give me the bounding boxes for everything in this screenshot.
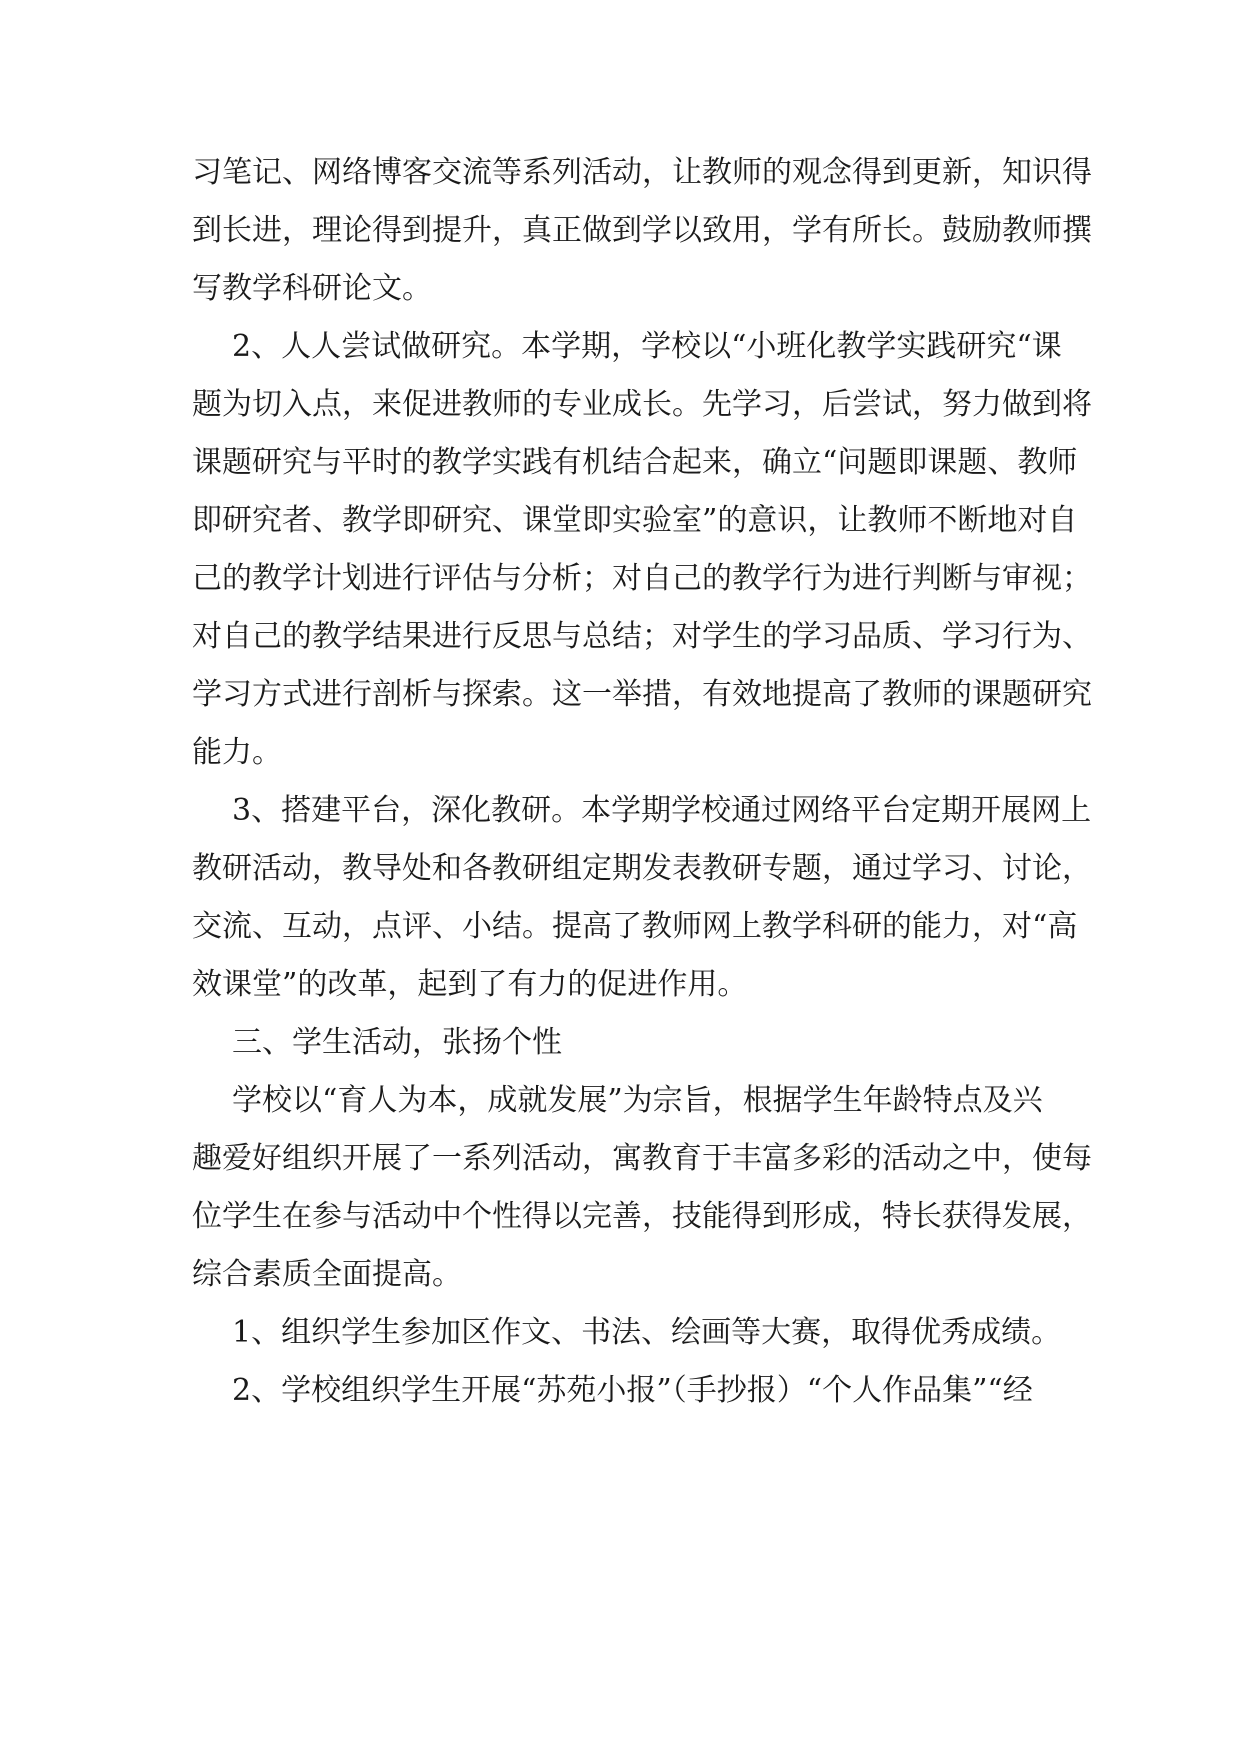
section-heading: 三、学生活动，张扬个性 <box>232 1025 562 1060</box>
text-line: 写教学科研论文。 <box>192 271 432 306</box>
text-line: 教研活动，教导处和各教研组定期发表教研专题，通过学习、讨论， <box>192 851 1092 886</box>
text-line: 2、人人尝试做研究。本学期，学校以“小班化教学实践研究“课 <box>232 329 1062 364</box>
text-line: 2、学校组织学生开展“苏苑小报”（手抄报）“个人作品集”“经 <box>232 1373 1033 1408</box>
text-line: 3、搭建平台，深化教研。本学期学校通过网络平台定期开展网上 <box>232 793 1092 828</box>
text-line: 学校以“育人为本，成就发展”为宗旨，根据学生年龄特点及兴 <box>232 1083 1043 1118</box>
text-line: 习笔记、网络博客交流等系列活动，让教师的观念得到更新，知识得 <box>192 155 1092 190</box>
text-line: 课题研究与平时的教学实践有机结合起来，确立“问题即课题、教师 <box>192 445 1078 480</box>
text-line: 学习方式进行剖析与探索。这一举措，有效地提高了教师的课题研究 <box>192 677 1092 712</box>
text-line: 交流、互动，点评、小结。提高了教师网上教学科研的能力，对“高 <box>192 909 1078 944</box>
text-line: 即研究者、教学即研究、课堂即实验室”的意识，让教师不断地对自 <box>192 503 1078 538</box>
text-line: 综合素质全面提高。 <box>192 1257 462 1292</box>
text-line: 对自己的教学结果进行反思与总结；对学生的学习品质、学习行为、 <box>192 619 1092 654</box>
text-line: 题为切入点，来促进教师的专业成长。先学习，后尝试，努力做到将 <box>192 387 1092 422</box>
text-line: 趣爱好组织开展了一系列活动，寓教育于丰富多彩的活动之中，使每 <box>192 1141 1092 1176</box>
text-line: 到长进，理论得到提升，真正做到学以致用，学有所长。鼓励教师撰 <box>192 213 1092 248</box>
text-line: 1、组织学生参加区作文、书法、绘画等大赛，取得优秀成绩。 <box>232 1315 1062 1350</box>
text-line: 能力。 <box>192 735 282 770</box>
text-line: 己的教学计划进行评估与分析；对自己的教学行为进行判断与审视； <box>192 561 1092 596</box>
text-line: 效课堂”的改革，起到了有力的促进作用。 <box>192 967 748 1002</box>
text-line: 位学生在参与活动中个性得以完善，技能得到形成，特长获得发展， <box>192 1199 1092 1234</box>
